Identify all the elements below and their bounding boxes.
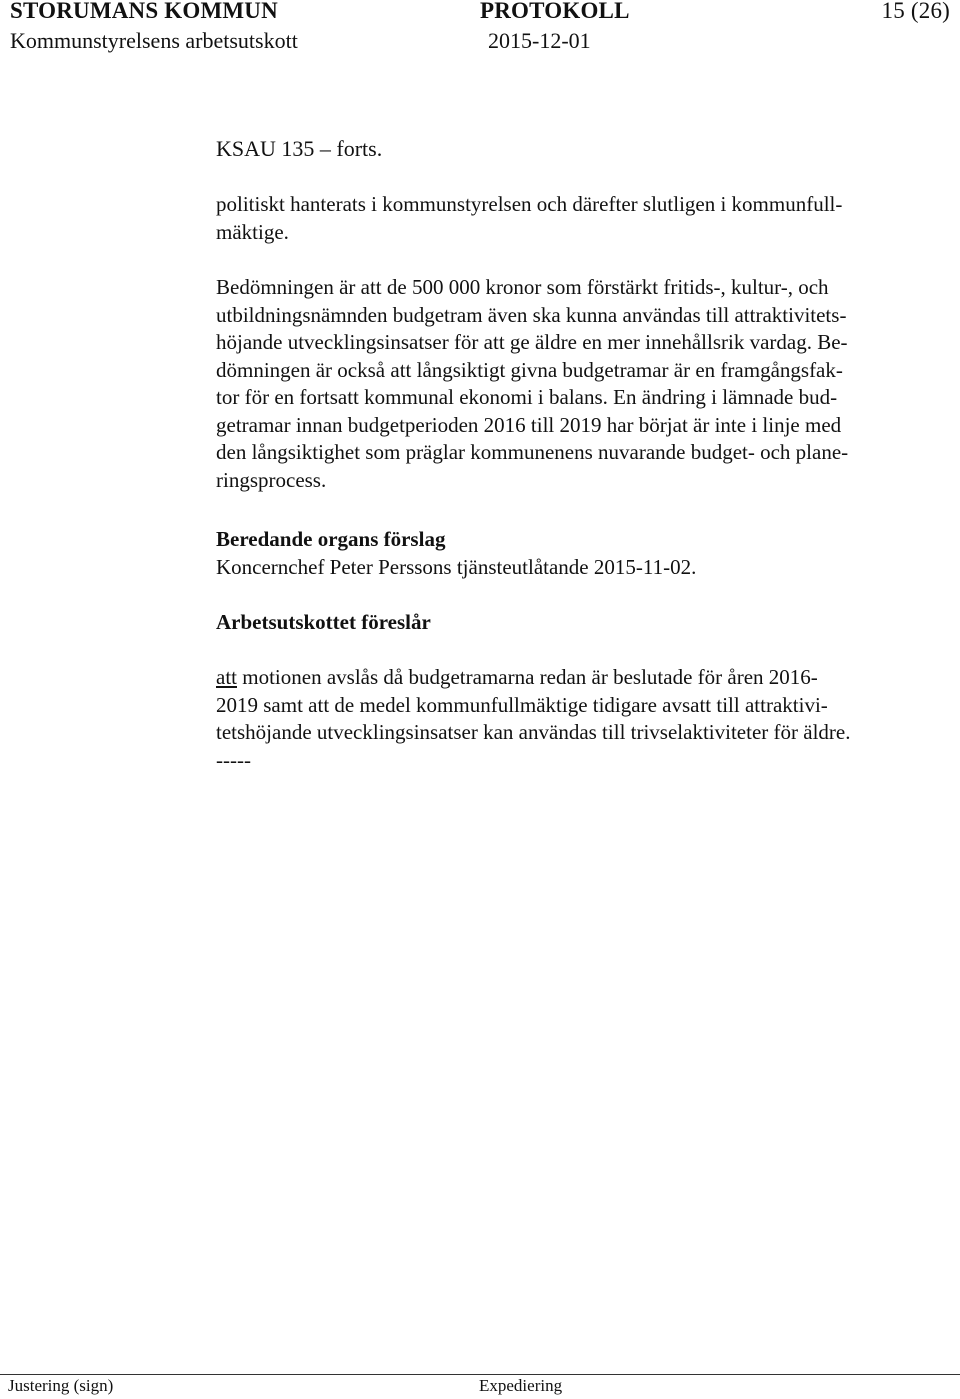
text-line: utbildningsnämnden budgetram även ska kunna användas till attraktivitets- <box>216 302 847 327</box>
text-line: dömningen är också att långsiktigt givna budgetramar är en framgångsfak- <box>216 357 843 382</box>
section-heading: Beredande organs förslag <box>216 527 446 551</box>
text-line: mäktige. <box>216 219 289 244</box>
section-preparatory-proposal <box>216 526 956 581</box>
text-line <box>216 664 956 692</box>
page-number: 15 (26) <box>881 0 950 23</box>
text-line: höjande utvecklingsinsatser för att ge äldre en mer innehållsrik vardag. Be- <box>216 330 848 354</box>
text-line: politiskt hanterats i kommunstyrelsen och därefter slutligen i kommunfull- <box>216 192 843 216</box>
case-reference: KSAU 135 – forts. <box>216 136 383 161</box>
paragraph-assessment <box>216 274 956 494</box>
paragraph-continuation <box>216 191 956 246</box>
text-line: den långsiktighet som präglar kommunenens nuvarande budget- och plane- <box>216 440 849 464</box>
end-mark: ----- <box>216 747 251 772</box>
text-line: getramar innan budgetperioden 2016 till 2019 har börjat är inte i linje med <box>216 412 842 437</box>
decision-paragraph <box>216 664 956 774</box>
text-line: Bedömningen är att de 500 000 kronor som förstärkt fritids-, kultur-, och <box>216 275 829 299</box>
decision-keyword: att <box>216 665 237 689</box>
footer-divider <box>0 1374 960 1375</box>
section-heading: Arbetsutskottet föreslår <box>216 610 431 634</box>
text-line: 2019 samt att de medel kommunfullmäktige tidigare avsatt till attraktivi- <box>216 692 828 717</box>
text-line: tor för en fortsatt kommunal ekonomi i balans. En ändring i lämnade bud- <box>216 385 838 409</box>
document-type: PROTOKOLL <box>480 0 630 23</box>
text-line: ringsprocess. <box>216 467 327 492</box>
organization-name: STORUMANS KOMMUN <box>10 0 278 23</box>
footer-expediering: Expediering <box>479 1376 563 1395</box>
decision-text: motionen avslås då budgetramarna redan är beslutade för åren 2016- <box>237 665 818 689</box>
body-name: Kommunstyrelsens arbetsutskott <box>10 28 298 53</box>
meeting-date: 2015-12-01 <box>488 28 591 53</box>
section-committee-proposal <box>216 609 956 637</box>
page-header-top <box>10 0 950 28</box>
page-header-sub <box>10 28 950 58</box>
footer-justering: Justering (sign) <box>8 1376 114 1395</box>
text-line: tetshöjande utvecklingsinsatser kan användas till trivselaktiviteter för äldre. <box>216 720 851 744</box>
section-text: Koncernchef Peter Perssons tjänsteutlåtande 2015-11-02. <box>216 554 697 579</box>
